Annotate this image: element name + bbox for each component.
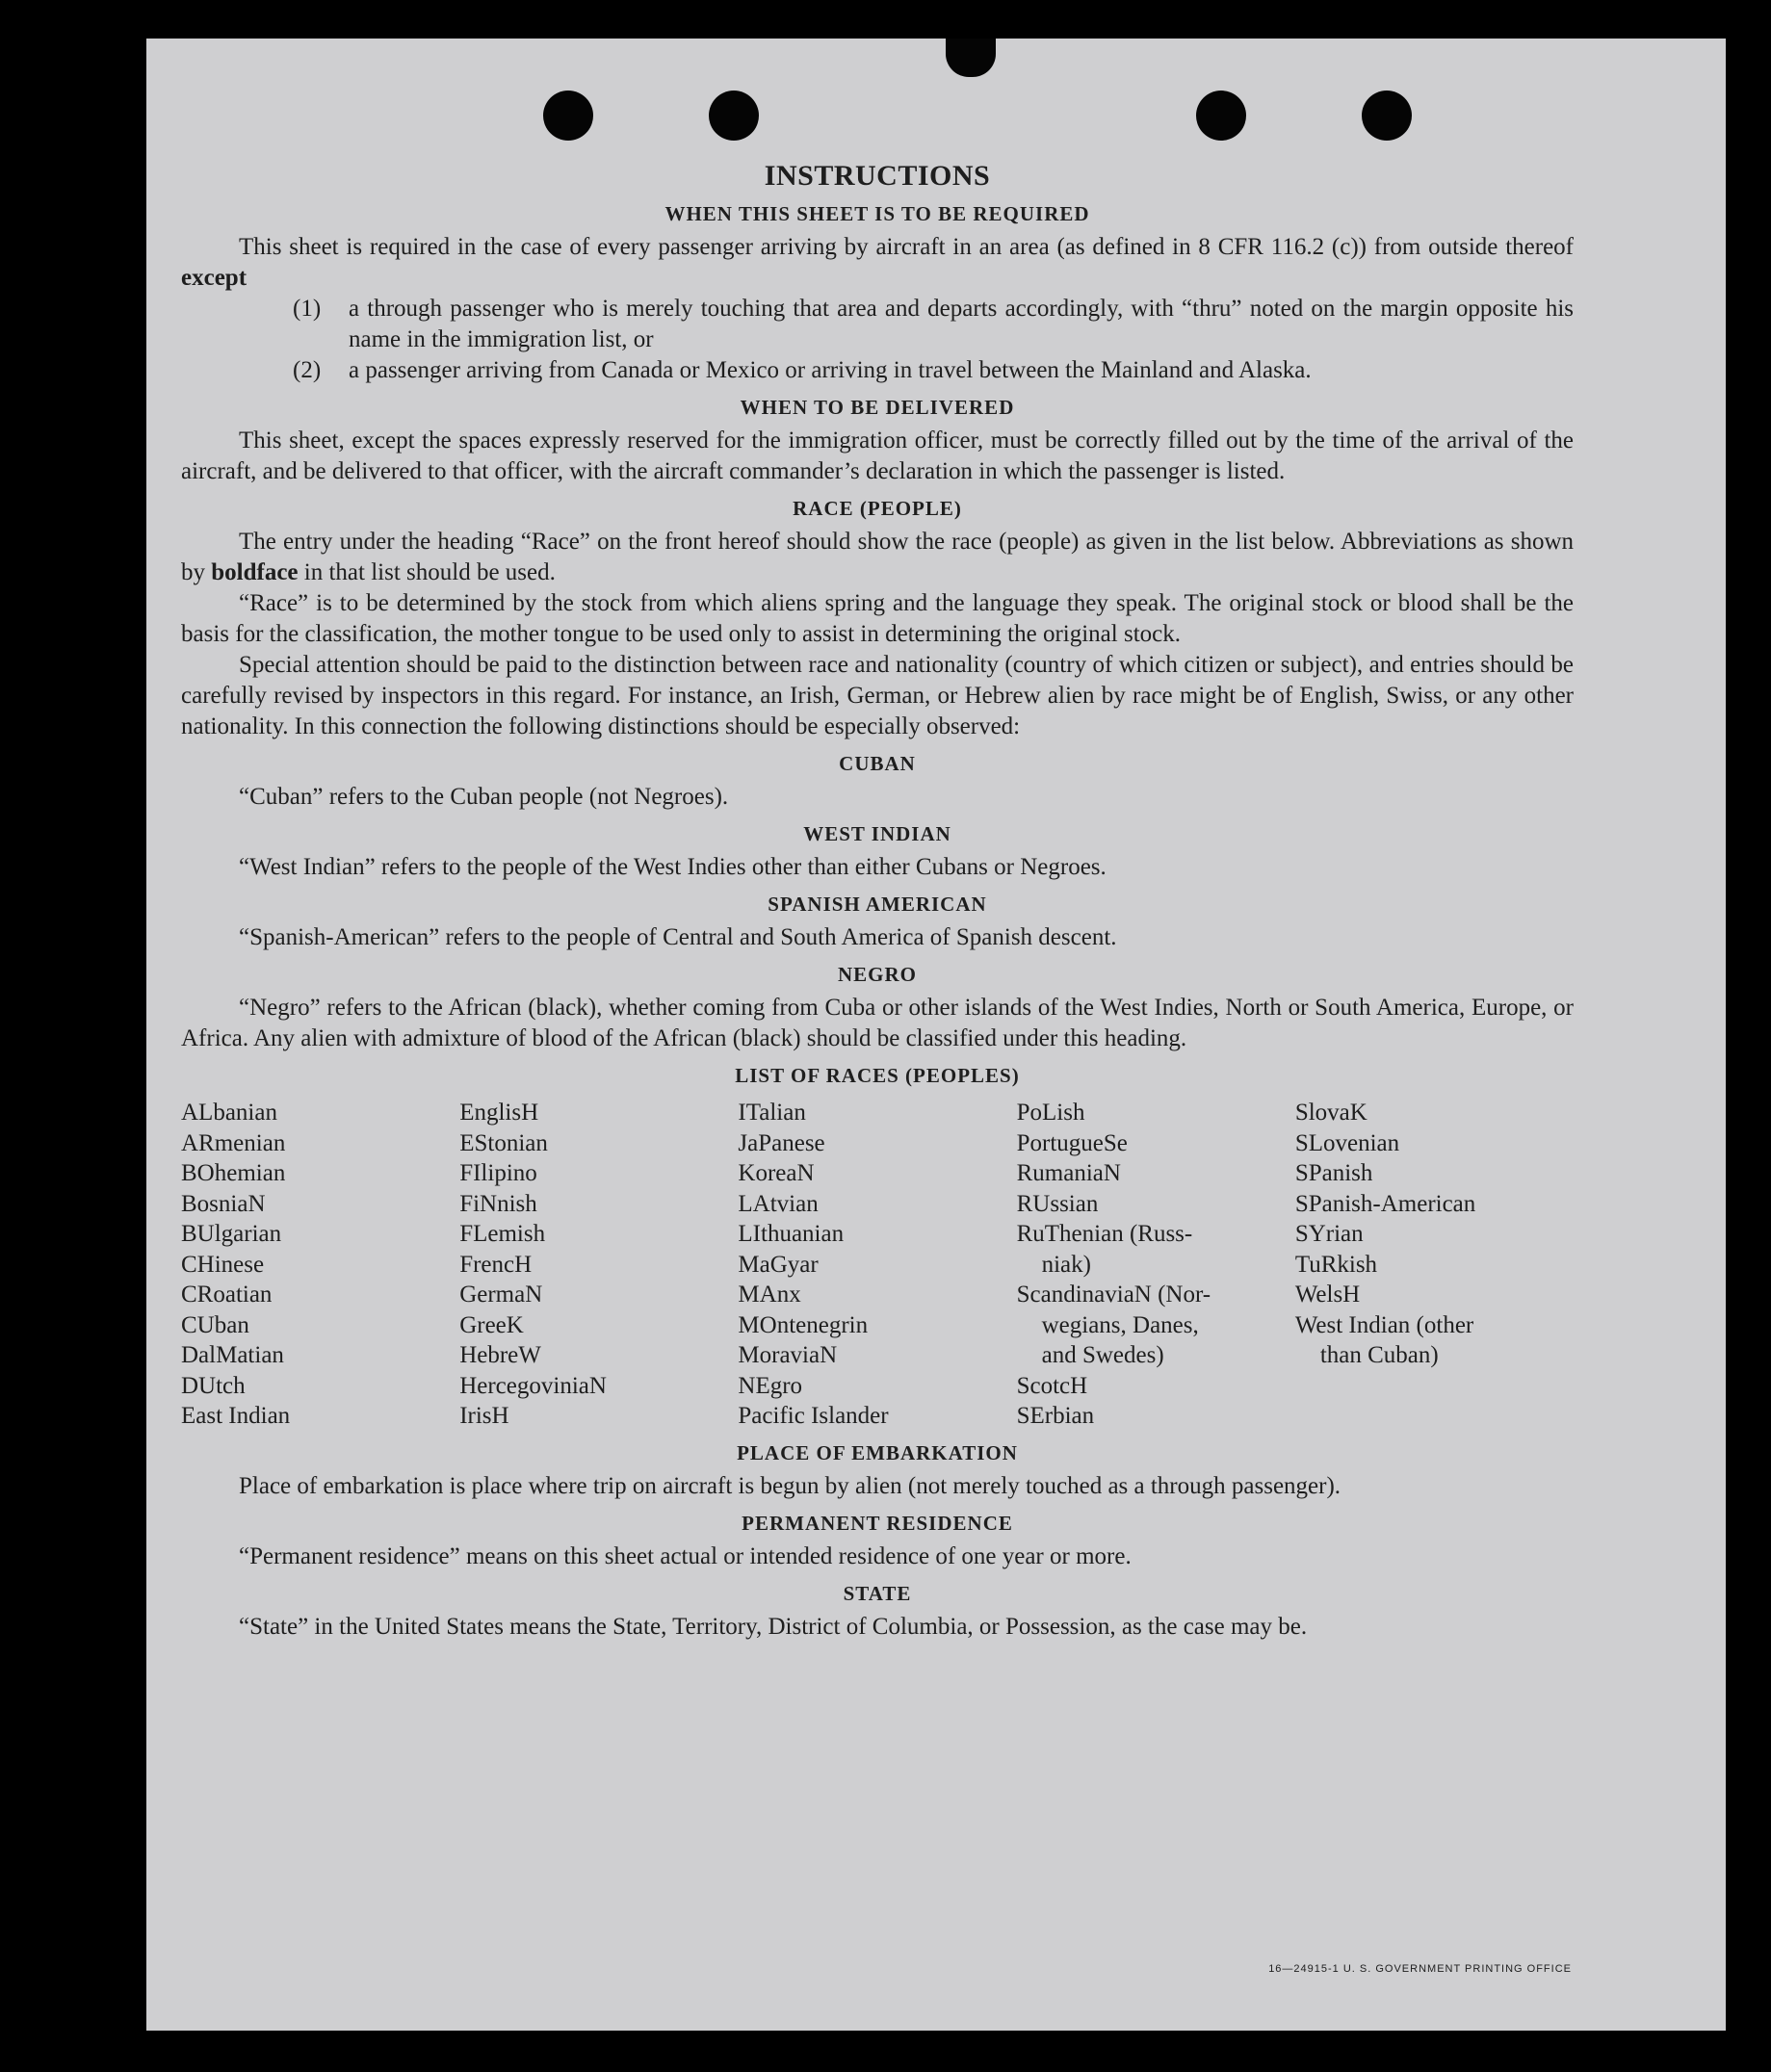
race-item: BOhemian [181,1160,286,1186]
paragraph: The entry under the heading “Race” on the front hereof should show the race (people) as given in the list below. Abbreviations as shown by boldface in that list should be used. [181,529,1574,585]
race-item: CRoatian [181,1282,273,1308]
page-notch [946,39,996,77]
race-item: SPanish-American [1294,1190,1476,1217]
race-column [181,1098,459,1432]
race-item: RuThenian (Russ- [1016,1221,1193,1247]
race-item: ARmenian [181,1129,286,1156]
race-item: FrencH [459,1251,533,1278]
race-item: West Indian (other [1294,1311,1474,1338]
instructions-content [181,160,1574,1643]
section-heading: WHEN THIS SHEET IS TO BE REQUIRED [664,202,1090,225]
race-item: MAnx [738,1282,801,1308]
paragraph: “Spanish-American” refers to the people of Central and South America of Spanish descent. [239,924,1117,950]
printer-footer: 16—24915-1 U. S. GOVERNMENT PRINTING OFFICE [1268,1963,1572,1975]
race-item: LAtvian [738,1190,819,1217]
race-item: DUtch [181,1372,246,1399]
paragraph: “Cuban” refers to the Cuban people (not Negroes). [239,784,729,810]
race-item: BosniaN [181,1190,266,1217]
section-heading: LIST OF RACES (PEOPLES) [735,1064,1020,1087]
paragraph: This sheet is required in the case of every passenger arriving by aircraft in an area (as defined in 8 CFR 116.2 (c)) from outside thereof except [181,234,1574,291]
race-item: SYrian [1294,1221,1364,1247]
race-item: CHinese [181,1251,265,1278]
race-item: SPanish [1294,1160,1373,1186]
race-item: ITalian [738,1100,806,1126]
paragraph: Place of embarkation is place where trip on aircraft is begun by alien (not merely touched as a through passenger). [239,1472,1341,1499]
paragraph: This sheet, except the spaces expressly reserved for the immigration officer, must be correctly filled out by the time of the arrival of the aircraft, and be delivered to that officer, with the aircraft commander’s declaration in which the passenger is listed. [181,427,1574,484]
race-item: BUlgarian [181,1221,282,1247]
race-item: wegians, Danes, [1041,1311,1199,1338]
section-heading: RACE (PEOPLE) [793,497,962,520]
race-item: FIlipino [459,1160,537,1186]
race-list [181,1098,1574,1432]
race-item: DalMatian [181,1342,284,1368]
punch-hole [543,91,593,141]
race-item: HercegoviniaN [459,1372,607,1399]
race-item: RUssian [1016,1190,1099,1217]
race-item: CUban [181,1311,249,1338]
race-item: and Swedes) [1041,1342,1164,1368]
race-item: EnglisH [459,1100,539,1126]
section-heading: CUBAN [839,752,916,775]
paragraph: “State” in the United States means the State, Territory, District of Columbia, or Possession, as the case may be. [239,1613,1308,1640]
race-item: FiNnish [459,1190,537,1217]
document-page [146,39,1726,2031]
race-item: NEgro [738,1372,803,1399]
bold-word: except [181,265,247,291]
race-column [738,1098,1016,1432]
race-item: RumaniaN [1016,1160,1121,1186]
race-item: niak) [1041,1251,1091,1278]
race-item: WelsH [1294,1282,1361,1308]
race-item: LIthuanian [738,1221,845,1247]
race-item: IrisH [459,1403,509,1429]
race-item: JaPanese [738,1129,825,1156]
punch-hole [1196,91,1246,141]
race-item: SLovenian [1294,1129,1400,1156]
race-item: SlovaK [1294,1100,1367,1126]
race-item: MaGyar [738,1251,819,1278]
race-item: GreeK [459,1311,524,1338]
bold-word: boldface [211,559,299,585]
paragraph: “Permanent residence” means on this sheet actual or intended residence of one year or more. [239,1542,1132,1569]
section-heading: PLACE OF EMBARKATION [737,1440,1018,1464]
section-heading: STATE [843,1581,912,1605]
page-title: INSTRUCTIONS [764,160,991,192]
paragraph: Special attention should be paid to the distinction between race and nationality (country of which citizen or subject), and entries should be carefully revised by inspectors in this regard. For instance, an Irish, German, or Hebrew alien by race might be of English, Swiss, or any other nationality. In this connection the following distinctions should be especially observed: [181,652,1574,739]
race-item: than Cuban) [1319,1342,1439,1368]
race-item: MOntenegrin [738,1311,869,1338]
race-item: ALbanian [181,1100,277,1126]
race-item: MoraviaN [738,1342,838,1368]
punch-hole [1362,91,1412,141]
race-item: East Indian [181,1403,291,1429]
paragraph: “Race” is to be determined by the stock from which aliens spring and the language they speak. The original stock or blood shall be the basis for the classification, the mother tongue to be used only to assist in determining the original stock. [181,590,1574,647]
section-heading: SPANISH AMERICAN [768,893,987,916]
race-item: PortugueSe [1016,1129,1128,1156]
race-item: ScandinaviaN (Nor- [1016,1282,1211,1308]
race-column [459,1098,738,1432]
race-column [1017,1098,1295,1432]
race-item: PoLish [1016,1100,1085,1126]
race-item: Pacific Islander [738,1403,889,1429]
race-item: KoreaN [738,1160,815,1186]
section-heading: NEGRO [837,963,917,986]
race-item: FLemish [459,1221,546,1247]
section-heading: PERMANENT RESIDENCE [742,1511,1013,1535]
paragraph: “West Indian” refers to the people of the West Indies other than either Cubans or Negroes. [239,854,1107,880]
race-column [1295,1098,1574,1432]
race-item: HebreW [459,1342,541,1368]
race-item: SErbian [1016,1403,1095,1429]
race-item: EStonian [459,1129,548,1156]
race-item: ScotcH [1016,1372,1088,1399]
section-heading: WEST INDIAN [803,822,951,845]
list-item: (2) a passenger arriving from Canada or Mexico or arriving in travel between the Mainland and Alaska. [293,357,1312,383]
list-item: (1) a through passenger who is merely touching that area and departs accordingly, with “thru” noted on the margin opposite his name in the immigration list, or [293,296,1574,352]
paragraph: “Negro” refers to the African (black), whether coming from Cuba or other islands of the West Indies, North or South America, Europe, or Africa. Any alien with admixture of blood of the African (black) should be classified under this heading. [181,995,1574,1051]
race-item: TuRkish [1294,1251,1378,1278]
section-heading: WHEN TO BE DELIVERED [740,396,1015,419]
race-item: GermaN [459,1282,543,1308]
punch-hole [709,91,759,141]
